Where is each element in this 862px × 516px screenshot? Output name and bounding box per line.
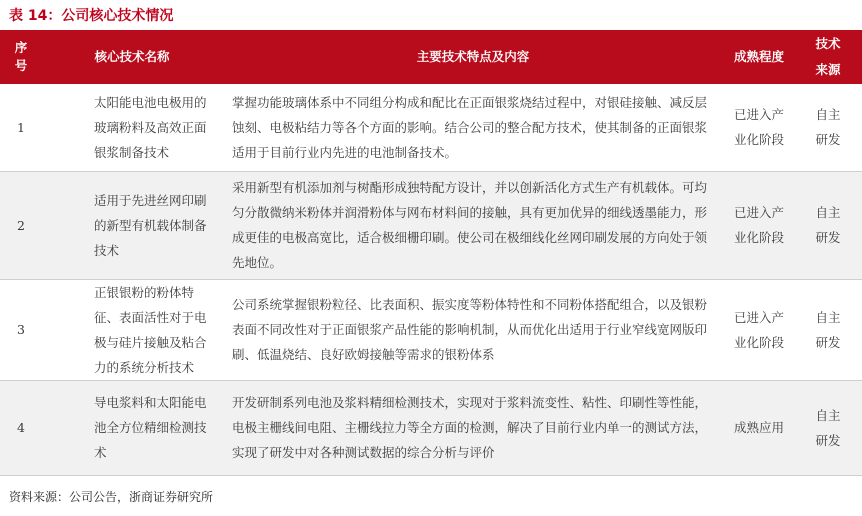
row-source: 自主研发	[794, 171, 862, 279]
table-row	[0, 84, 862, 171]
row-maturity: 已进入产业化阶段	[724, 171, 794, 279]
row-tech-name: 正银银粉的粉体特征、表面活性对于电极与硅片接触及粘合力的系统分析技术	[42, 279, 222, 380]
row-features: 掌握功能玻璃体系中不同组分构成和配比在正面银浆烧结过程中，对银硅接触、减反层蚀刻、电极粘结力等各个方面的影响。结合公司的整合配方技术，使其制备的正面银浆适用于目前行业内先进的电池制备技术。	[222, 84, 724, 171]
table-row	[0, 279, 862, 380]
row-index: 3	[0, 279, 42, 380]
row-index: 2	[0, 171, 42, 279]
header-features: 主要技术特点及内容	[222, 30, 724, 84]
table-row	[0, 380, 862, 475]
row-tech-name: 适用于先进丝网印刷的新型有机载体制备技术	[42, 171, 222, 279]
header-tech-name: 核心技术名称	[42, 30, 222, 84]
row-index: 4	[0, 380, 42, 475]
row-features: 采用新型有机添加剂与树酯形成独特配方设计，并以创新活化方式生产有机载体。可均匀分散微纳米粉体并润滑粉体与网布材料间的接触，具有更加优异的细线透墨能力，形成更佳的电极高宽比，适合极细栅印刷。使公司在极细线化丝网印刷发展的方向处于领先地位。	[222, 171, 724, 279]
row-tech-name: 太阳能电池电极用的玻璃粉料及高效正面银浆制备技术	[42, 84, 222, 171]
source-note: 资料来源：公司公告，浙商证券研究所	[9, 490, 214, 504]
row-source: 自主研发	[794, 84, 862, 171]
table-header-row	[0, 30, 862, 84]
row-source: 自主研发	[794, 279, 862, 380]
table-row	[0, 171, 862, 279]
header-maturity: 成熟程度	[724, 30, 794, 84]
row-features: 公司系统掌握银粉粒径、比表面积、振实度等粉体特性和不同粉体搭配组合，以及银粉表面不同改性对于正面银浆产品性能的影响机制，从而优化出适用于行业窄线宽网版印刷、低温烧结、良好欧姆接触等需求的银粉体系	[222, 279, 724, 380]
header-source: 技术来源	[794, 30, 862, 84]
core-technology-table	[0, 30, 862, 476]
row-features: 开发研制系列电池及浆料精细检测技术，实现对于浆料流变性、粘性、印刷性等性能，电极主栅线间电阻、主栅线拉力等全方面的检测，解决了目前行业内单一的测试方法，实现了研发中对各种测试数据的综合分析与评价	[222, 380, 724, 475]
row-source: 自主研发	[794, 380, 862, 475]
table-title: 表 14：公司核心技术情况	[9, 8, 174, 24]
row-maturity: 已进入产业化阶段	[724, 84, 794, 171]
row-maturity: 已进入产业化阶段	[724, 279, 794, 380]
row-maturity: 成熟应用	[724, 380, 794, 475]
row-index: 1	[0, 84, 42, 171]
header-index: 序号	[0, 30, 42, 84]
row-tech-name: 导电浆料和太阳能电池全方位精细检测技术	[42, 380, 222, 475]
